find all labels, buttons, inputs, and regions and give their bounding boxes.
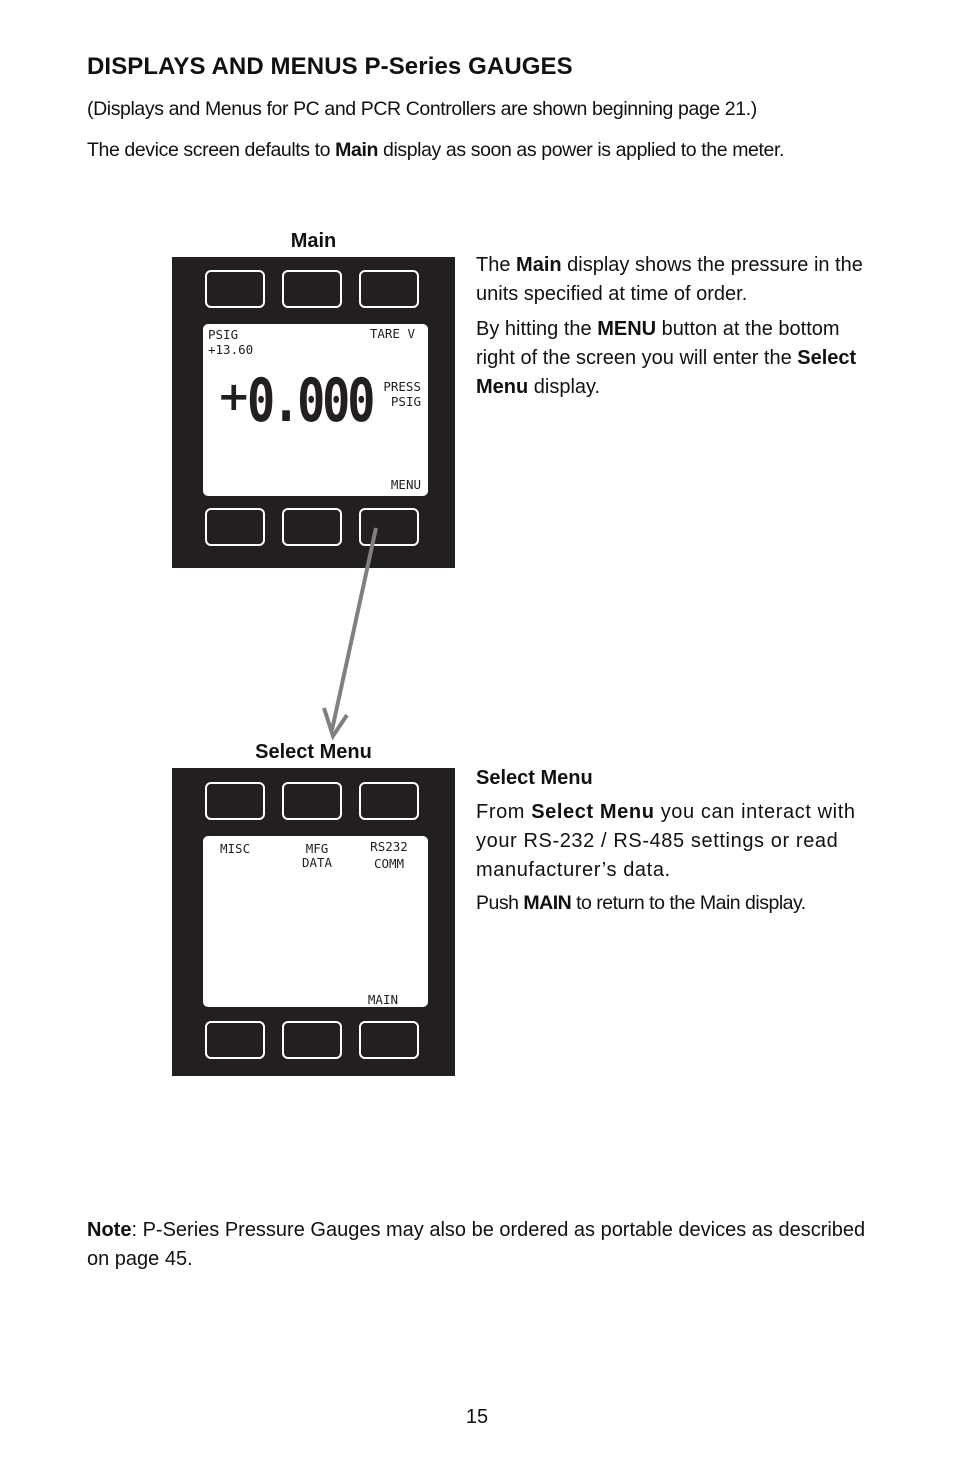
select-menu-device bbox=[172, 768, 455, 1076]
psig-unit-label: PSIG bbox=[390, 394, 421, 409]
select-menu-caption: Select Menu bbox=[255, 741, 372, 763]
page-heading: DISPLAYS AND MENUS P-Series GAUGES bbox=[87, 53, 573, 80]
main-softkey-label: MAIN bbox=[367, 992, 398, 1007]
data-label: DATA bbox=[301, 855, 333, 870]
select-bottom-key-1[interactable] bbox=[205, 1021, 265, 1059]
select-description-heading: Select Menu bbox=[476, 767, 593, 789]
main-button[interactable] bbox=[359, 1021, 419, 1059]
select-description-p2: Push MAIN to return to the Main display. bbox=[476, 892, 806, 914]
select-bottom-key-2[interactable] bbox=[282, 1021, 342, 1059]
select-lcd-screen bbox=[203, 836, 428, 1007]
tare-v-label: TARE V bbox=[369, 326, 415, 341]
intro-line-1: (Displays and Menus for PC and PCR Controllers are shown beginning page 21.) bbox=[87, 98, 757, 120]
main-description-p1: The Main display shows the pressure in the units specified at time of order. bbox=[476, 254, 863, 305]
select-description-p1: From Select Menu you can interact with your RS-232 / RS-485 settings or read manufacturer’s data. bbox=[476, 801, 856, 881]
footnote: Note: P-Series Pressure Gauges may also be ordered as portable devices as described on page 45. bbox=[87, 1219, 866, 1270]
press-unit-label: PRESS bbox=[383, 379, 421, 394]
main-top-key-3[interactable] bbox=[359, 270, 419, 308]
psig-secondary-value: +13.60 bbox=[208, 342, 254, 357]
select-description bbox=[476, 764, 876, 918]
misc-label: MISC bbox=[220, 841, 251, 856]
main-description bbox=[476, 251, 876, 402]
pressure-reading: 0.000 bbox=[247, 366, 373, 436]
page-number: 15 bbox=[465, 1406, 489, 1428]
rs232-comm-button[interactable] bbox=[359, 782, 419, 820]
main-caption: Main bbox=[290, 230, 337, 252]
rs232-label: RS232 bbox=[370, 839, 408, 854]
psig-label: PSIG bbox=[208, 327, 239, 342]
main-bottom-key-1[interactable] bbox=[205, 508, 265, 546]
navigation-arrow bbox=[300, 520, 400, 745]
comm-label: COMM bbox=[373, 856, 405, 871]
main-description-p2: By hitting the MENU button at the bottom right of the screen you will enter the Select Menu display. bbox=[476, 318, 857, 398]
main-lcd-screen bbox=[203, 324, 428, 496]
intro-line-2: The device screen defaults to Main display as soon as power is applied to the meter. bbox=[87, 139, 784, 161]
reading-sign: + bbox=[217, 374, 251, 420]
mfg-data-button[interactable] bbox=[282, 782, 342, 820]
misc-button[interactable] bbox=[205, 782, 265, 820]
arrow-shaft bbox=[332, 528, 376, 730]
main-top-key-2[interactable] bbox=[282, 270, 342, 308]
mfg-label: MFG bbox=[305, 841, 329, 856]
menu-softkey-label: MENU bbox=[390, 477, 421, 492]
main-top-key-1[interactable] bbox=[205, 270, 265, 308]
